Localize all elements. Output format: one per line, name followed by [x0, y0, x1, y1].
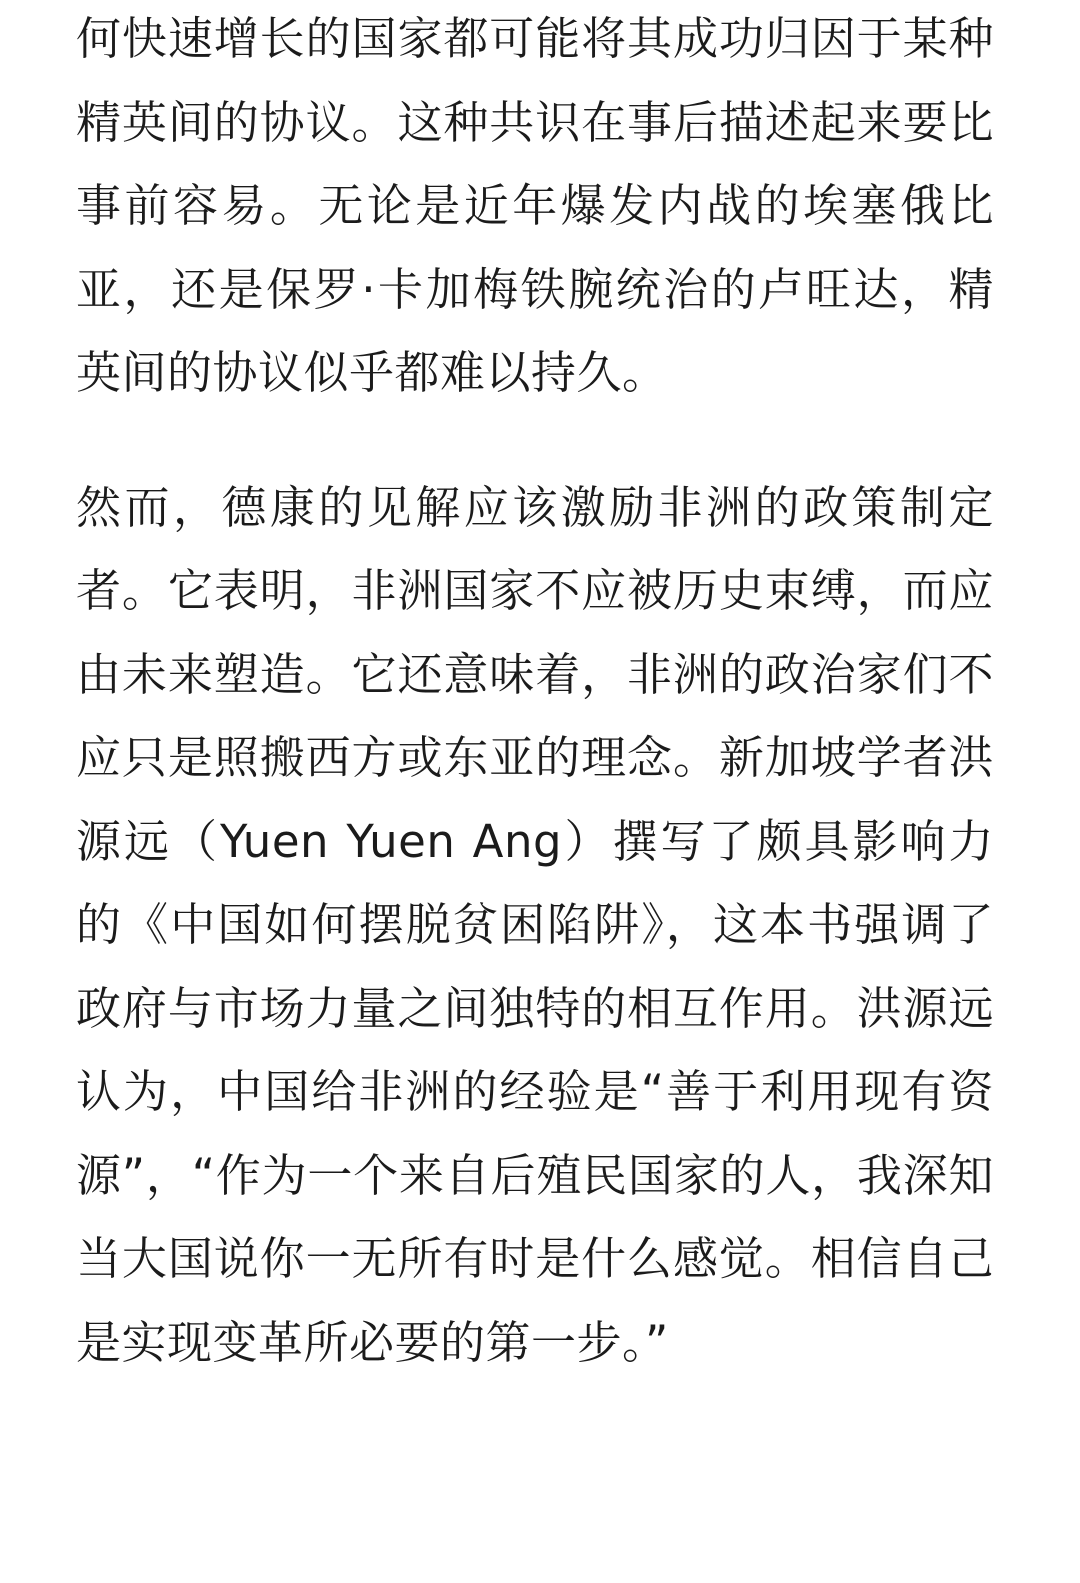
article-paragraph: 然而，德康的见解应该激励非洲的政策制定者。它表明，非洲国家不应被历史束缚，而应由未来塑造。它还意味着，非洲的政治家们不应只是照搬西方或东亚的理念。新加坡学者洪源远（Yuen Yuen Ang）撰写了颇具影响力的《中国如何摆脱贫困陷阱》，这本书强调了政府与市场力量之间独特的相互作用。洪源远认为，中国给非洲的经验是“善于利用现有资源”，“作为一个来自后殖民国家的人，我深知当大国说你一无所有时是什么感觉。相信自己是实现变革所必要的第一步。”: [76, 480, 994, 1369]
article-paragraph: 何快速增长的国家都可能将其成功归因于某种精英间的协议。这种共识在事后描述起来要比事前容易。无论是近年爆发内战的埃塞俄比亚，还是保罗·卡加梅铁腕统治的卢旺达，精英间的协议似乎都难以持久。: [76, 12, 994, 399]
article-body: [76, 0, 994, 1384]
